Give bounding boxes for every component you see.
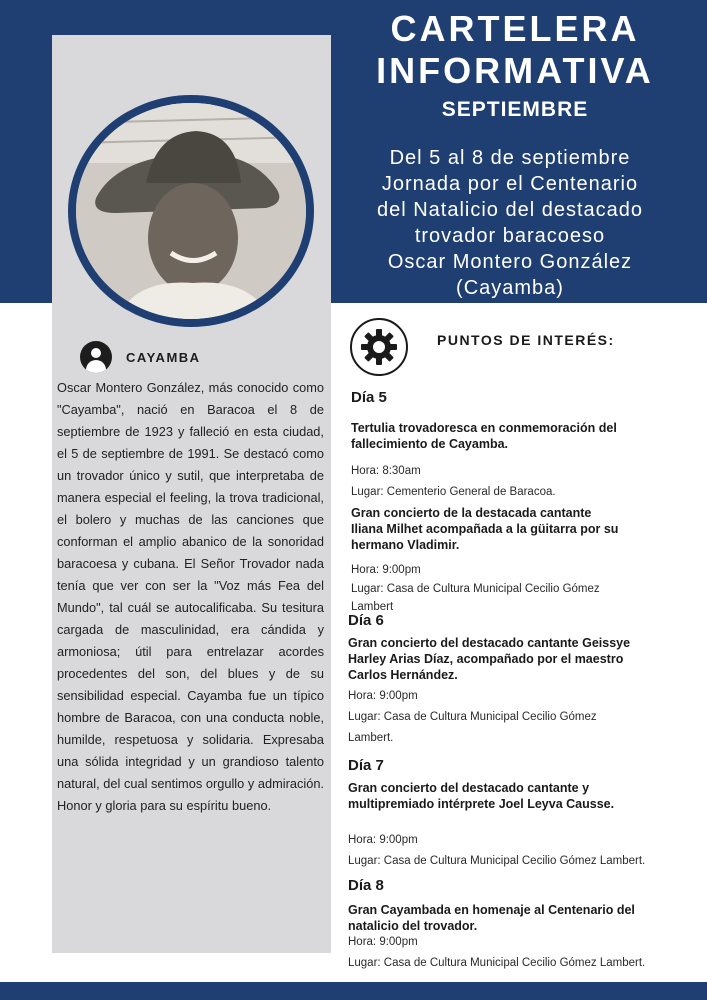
event-time: Hora: 9:00pm [348, 834, 418, 846]
event-location-line: Lambert. [348, 732, 394, 744]
event-location: Lugar: Casa de Cultura Municipal Cecilio Gómez Lambert. [348, 855, 646, 867]
event-location [351, 580, 600, 616]
event-time: Hora: 8:30am [351, 465, 421, 477]
person-heading [80, 340, 201, 374]
event-line: del Natalicio del destacado [376, 199, 644, 221]
person-name: CAYAMBA [126, 349, 201, 365]
event-line: Jornada por el Centenario [381, 173, 639, 195]
event-time: Hora: 9:00pm [351, 564, 421, 576]
event-location-line: Lugar: Casa de Cultura Municipal Cecilio Gómez [348, 711, 597, 723]
event-title [351, 505, 701, 553]
points-of-interest-title: PUNTOS DE INTERÉS: [437, 332, 615, 348]
event-line: (Cayamba) [456, 277, 564, 299]
poster-month: SEPTIEMBRE [441, 98, 589, 121]
event-description [336, 145, 684, 301]
event-title-line: Harley Arias Díaz, acompañado por el maestro [348, 652, 624, 666]
event-time: Hora: 9:00pm [348, 690, 418, 702]
person-icon [80, 341, 112, 373]
day-label: Día 8 [348, 877, 384, 894]
footer-bar [0, 982, 707, 1000]
event-location-line: Lambert [351, 601, 394, 613]
event-title-line: Gran concierto de la destacada cantante [351, 506, 592, 520]
poster-title-line2: INFORMATIVA [376, 50, 654, 91]
event-line: Del 5 al 8 de septiembre [389, 147, 631, 169]
day-label: Día 6 [348, 612, 384, 629]
event-title-line: Tertulia trovadoresca en conmemoración del [351, 421, 617, 435]
event-location [348, 707, 597, 749]
biography-text: Oscar Montero González, más conocido como "Cayamba", nació en Baracoa el 8 de septiembre de 1923 y falleció en esta ciudad, el 5 de septiembre de 1991. Se destacó como un trovador único y sutil, que interpretaba de manera especial el feeling, la trova tradicional, el bolero y muchas de las canciones que conforman el amplio abanico de la sonoridad baracoesa y cubana. El Señor Trovador nada tenía que ver con ser la "Voz más Fea del Mundo", tal cuál se autocalificaba. Su tesitura cargada de masculinidad, era cándida y armoniosa; útil para entrelazar acordes procedentes del son, del blues y de su sensibilidad especial. Cayamba fue un típico hombre de Baracoa, con una conducta noble, humilde, respetuosa y solidaria. Expresaba una sólida integridad y un grandioso talento natural, del cual sentimos orgullo y admiración. Honor y gloria para su espíritu bueno. [57, 380, 324, 813]
event-time: Hora: 9:00pm [348, 936, 418, 948]
event-title-line: Gran concierto del destacado cantante Geissye [348, 636, 631, 650]
day-label: Día 7 [348, 757, 384, 774]
event-title-line: Carlos Hernández. [348, 668, 458, 682]
event-title-line: multipremiado intérprete Joel Leyva Causse. [348, 797, 615, 811]
event-location: Lugar: Casa de Cultura Municipal Cecilio Gómez Lambert. [348, 957, 646, 969]
portrait-photo [76, 103, 306, 319]
event-title-line: hermano Vladimir. [351, 538, 460, 552]
event-line: trovador baracoeso [414, 225, 606, 247]
event-title-line: Gran concierto del destacado cantante y [348, 781, 590, 795]
event-title-line: Gran Cayambada en homenaje al Centenario del [348, 903, 635, 917]
event-line: Oscar Montero González [387, 251, 633, 273]
poster-title-line1: CARTELERA [390, 8, 640, 49]
day-label: Día 5 [351, 389, 387, 406]
event-title [351, 420, 701, 452]
gear-icon [350, 318, 408, 376]
event-title [348, 635, 703, 683]
event-title-line: natalicio del trovador. [348, 919, 478, 933]
event-location: Lugar: Cementerio General de Baracoa. [351, 486, 556, 498]
event-title-line: Iliana Milhet acompañada a la güitarra por su [351, 522, 619, 536]
event-title [348, 902, 703, 934]
portrait-illustration [76, 103, 306, 319]
event-title [348, 780, 703, 812]
event-title-line: fallecimiento de Cayamba. [351, 437, 509, 451]
portrait-frame [68, 95, 314, 327]
event-location-line: Lugar: Casa de Cultura Municipal Cecilio Gómez [351, 583, 600, 595]
